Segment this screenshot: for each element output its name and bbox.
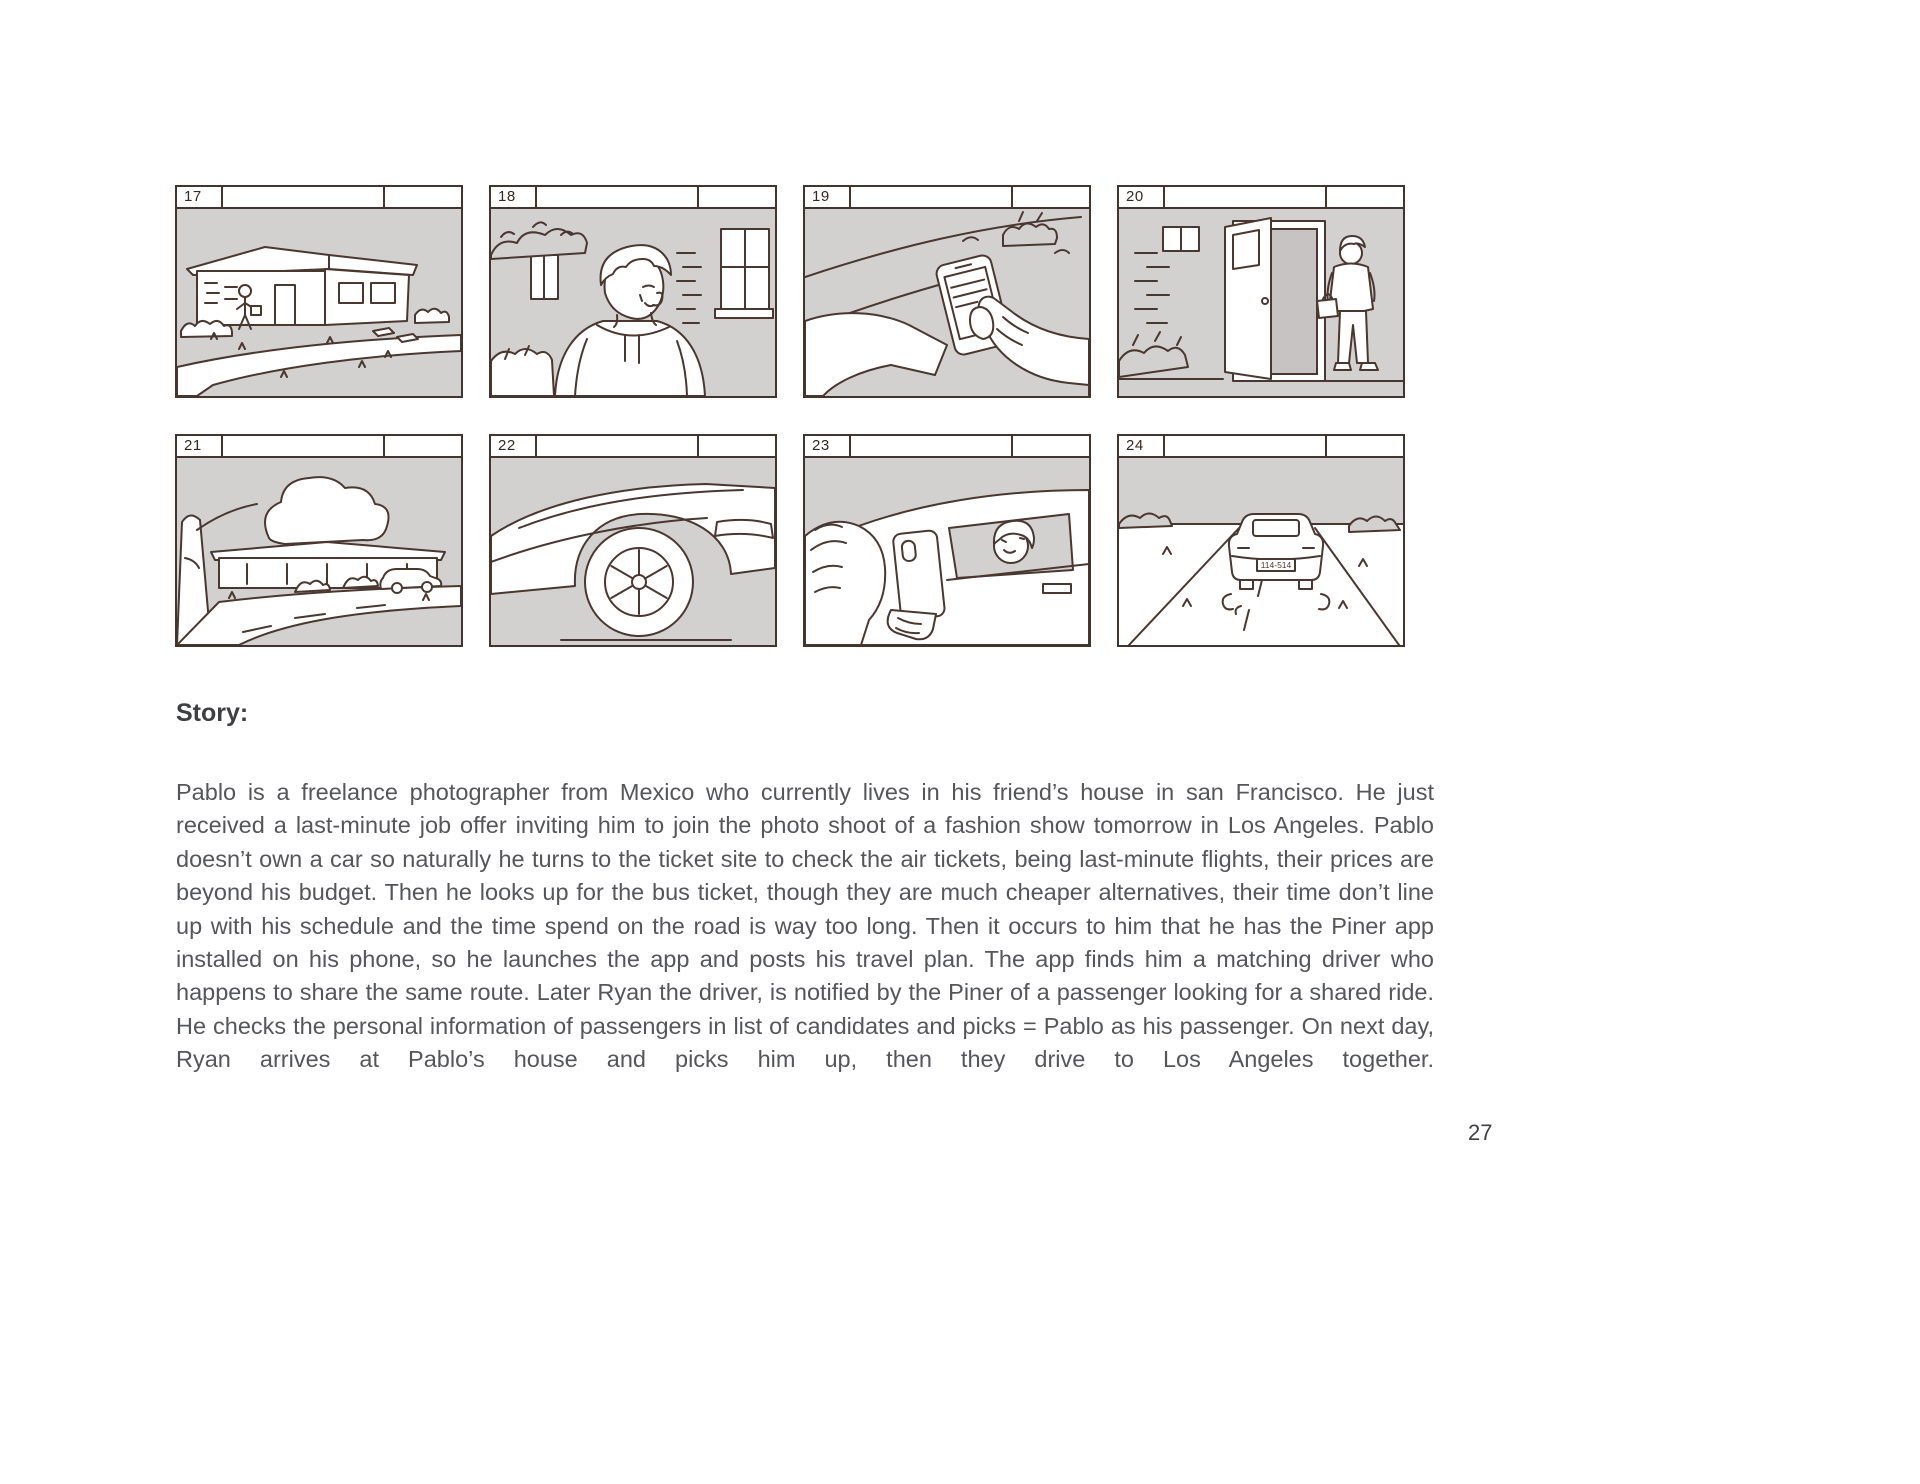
panel-number: 17 (184, 188, 202, 205)
panel-18-illustration-man-in-hoodie (491, 209, 775, 396)
header-tick (1011, 187, 1013, 207)
panel-header (491, 436, 775, 458)
header-tick (383, 187, 385, 207)
header-tick (1325, 187, 1327, 207)
storyboard-panel-22 (489, 434, 777, 647)
story-paragraph: Pablo is a freelance photographer from Mexico who currently lives in his friend’s house in san Francisco. He just received a last-minute job offer inviting him to join the photo shoot of a fashion show tomorrow in Los Angeles. Pablo doesn’t own a car so naturally he turns to the ticket site to check the air tickets, being last-minute flights, their prices are beyond his budget. Then he looks up for the bus ticket, though they are much cheaper alternatives, their time don’t line up with his schedule and the time spend on the road is way too long. Then it occurs to him that he has the Piner app installed on his phone, so he launches the app and posts his travel plan. The app finds him a matching driver who happens to share the same route. Later Ryan the driver, is notified by the Piner of a passenger looking for a shared ride. He checks the personal information of passengers in list of candidates and picks = Pablo as his passenger. On next day, Ryan arrives at Pablo’s house and picks him up, then they drive to Los Angeles together. (176, 779, 1434, 1073)
panel-number: 22 (498, 437, 516, 454)
header-tick (697, 187, 699, 207)
panel-art (805, 209, 1089, 396)
panel-header (491, 187, 775, 209)
header-tick (1163, 436, 1165, 456)
panel-21-illustration-street-scene (177, 458, 461, 645)
panel-number: 21 (184, 437, 202, 454)
header-tick (221, 436, 223, 456)
header-tick (849, 436, 851, 456)
panel-art (177, 458, 461, 645)
header-tick (383, 436, 385, 456)
header-tick (697, 436, 699, 456)
panel-art (177, 209, 461, 396)
header-tick (1011, 436, 1013, 456)
panel-number: 23 (812, 437, 830, 454)
panel-header (177, 436, 461, 458)
header-tick (849, 187, 851, 207)
panel-number: 18 (498, 188, 516, 205)
storyboard-panel-21 (175, 434, 463, 647)
storyboard-panel-17 (175, 185, 463, 398)
panel-art (805, 458, 1089, 645)
page-number: 27 (1468, 1120, 1493, 1145)
panel-number: 19 (812, 188, 830, 205)
panel-19-illustration-phone-in-hands (805, 209, 1089, 396)
panel-20-illustration-man-at-door (1119, 209, 1403, 396)
panel-header (1119, 187, 1403, 209)
panel-art (1119, 209, 1403, 396)
panel-header (1119, 436, 1403, 458)
panel-17-illustration-house-arrival (177, 209, 461, 396)
storyboard-panel-18 (489, 185, 777, 398)
storyboard-panel-23 (803, 434, 1091, 647)
header-tick (1325, 436, 1327, 456)
panel-22-illustration-car-wheel-closeup (491, 458, 775, 645)
panel-23-illustration-phone-and-driver (805, 458, 1089, 645)
storyboard-panel-19 (803, 185, 1091, 398)
license-plate-text: 114-514 (1260, 560, 1292, 570)
storyboard-panel-24 (1117, 434, 1405, 647)
story-heading: Story: (176, 699, 249, 727)
panel-header (805, 436, 1089, 458)
header-tick (1163, 187, 1165, 207)
storyboard-grid (175, 185, 1401, 647)
panel-art (491, 458, 775, 645)
panel-24-illustration-car-driving-away (1119, 458, 1403, 645)
header-tick (535, 436, 537, 456)
header-tick (535, 187, 537, 207)
panel-header (805, 187, 1089, 209)
panel-number: 20 (1126, 188, 1144, 205)
storyboard-panel-20 (1117, 185, 1405, 398)
panel-art (1119, 458, 1403, 645)
panel-art (491, 209, 775, 396)
panel-number: 24 (1126, 437, 1144, 454)
header-tick (221, 187, 223, 207)
panel-header (177, 187, 461, 209)
